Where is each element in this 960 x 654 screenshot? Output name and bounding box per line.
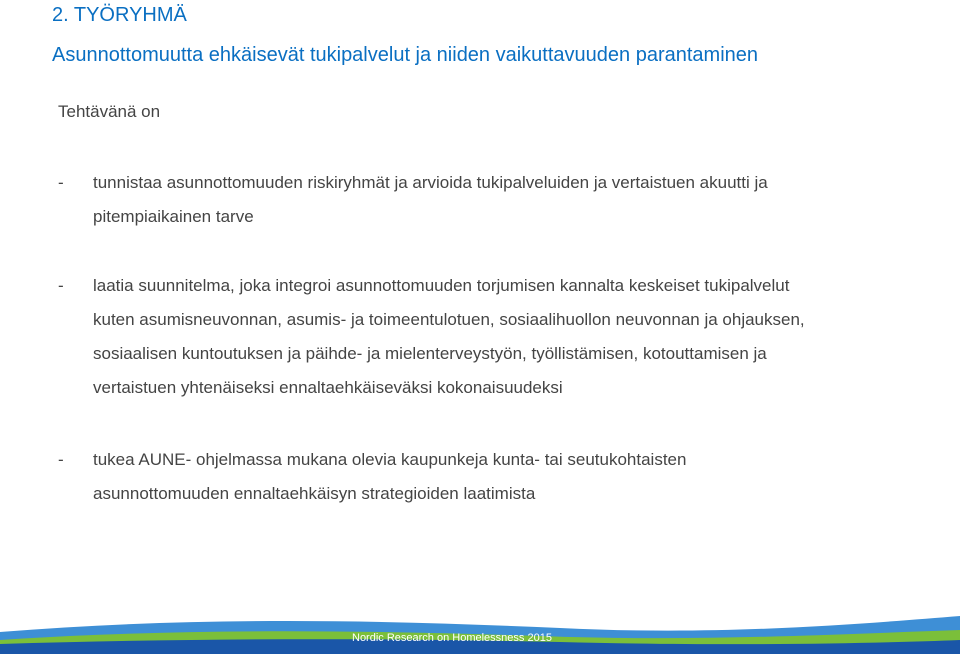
bullet-text: laatia suunnitelma, joka integroi asunnottomuuden torjumisen kannalta keskeiset tukipalvelut kuten asumisneuvonnan, asumis- ja toimeentulotuen, sosiaalihuollon neuvonnan ja ohjauksen, sosiaalisen kuntoutuksen ja päihde- ja mielenterveystyön, työllistämisen, kotouttamisen ja vertaistuen yhtenäiseksi ennaltaehkäiseväksi kokonaisuudeksi bbox=[93, 276, 805, 397]
bullet-marker: - bbox=[58, 450, 64, 469]
bullet-text: tunnistaa asunnottomuuden riskiryhmät ja arvioida tukipalveluiden ja vertaistuen akuutti ja pitempiaikainen tarve bbox=[93, 173, 768, 226]
slide-heading: 2. TYÖRYHMÄ bbox=[52, 4, 187, 26]
bullet-text: tukea AUNE- ohjelmassa mukana olevia kaupunkeja kunta- tai seutukohtaisten asunnottomuuden ennaltaehkäisyn strategioiden laatimista bbox=[93, 450, 687, 503]
intro-text: Tehtävänä on bbox=[58, 102, 161, 121]
footer-band bbox=[0, 614, 960, 654]
list-item bbox=[58, 443, 918, 511]
slide-title: Asunnottomuutta ehkäisevät tukipalvelut ja niiden vaikuttavuuden parantaminen bbox=[52, 44, 759, 66]
list-item bbox=[58, 166, 918, 234]
bullet-marker: - bbox=[58, 276, 64, 295]
footer-text: Nordic Research on Homelessness 2015 bbox=[352, 632, 552, 644]
list-item bbox=[58, 269, 918, 405]
bullet-marker: - bbox=[58, 173, 64, 192]
